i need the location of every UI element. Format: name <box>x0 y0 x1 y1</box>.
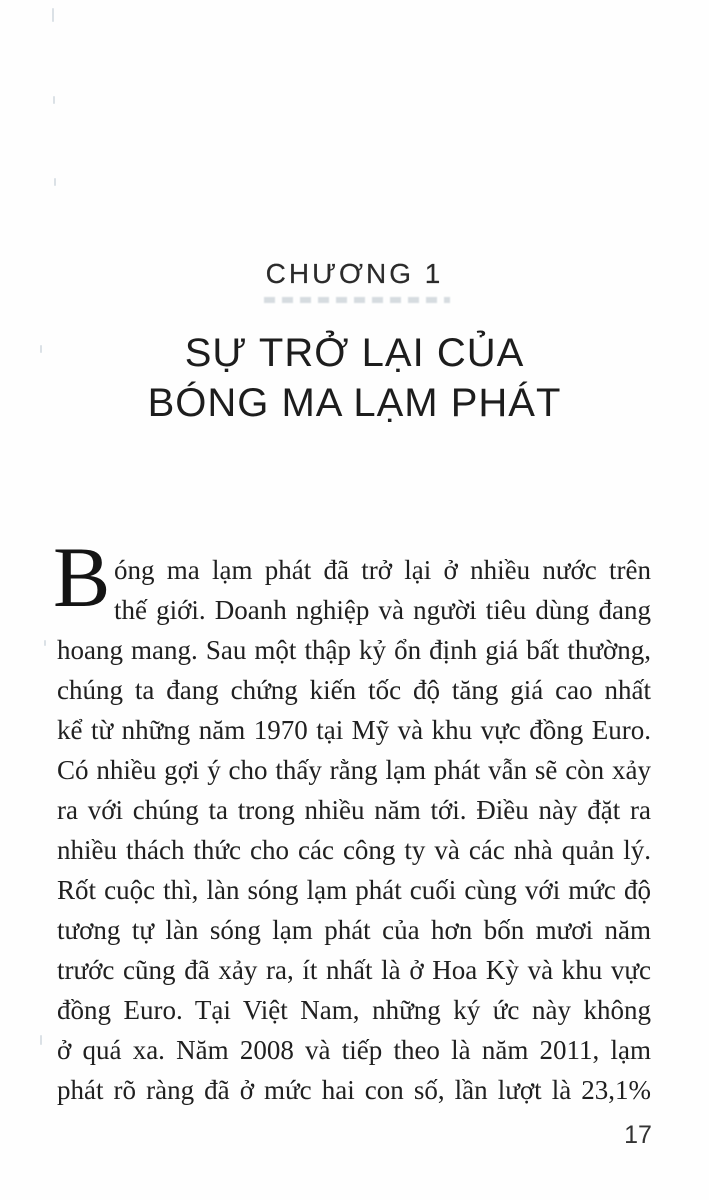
body-line: Rốt cuộc thì, làn sóng lạm phát cuối cùng với mức độ <box>57 875 651 905</box>
body-line: chúng ta đang chứng kiến tốc độ tăng giá cao nhất <box>57 675 651 705</box>
body-line: óng ma lạm phát đã trở lại ở nhiều nước trên <box>114 555 651 585</box>
chapter-title-line-1: SỰ TRỞ LẠI CỦA <box>184 331 525 375</box>
body-line: Có nhiều gợi ý cho thấy rằng lạm phát vẫn sẽ còn xảy <box>57 755 651 785</box>
body-line: tương tự làn sóng lạm phát của hơn bốn mươi năm <box>57 915 651 945</box>
chapter-label: CHƯƠNG 1 <box>265 258 444 289</box>
bleed-through-artifact <box>264 297 450 303</box>
body-line: hoang mang. Sau một thập kỷ ổn định giá bất thường, <box>57 635 651 665</box>
drop-cap: B <box>53 529 111 625</box>
scan-artifact <box>40 345 42 353</box>
scan-artifact <box>52 8 54 22</box>
scan-artifact <box>44 640 46 646</box>
chapter-title <box>0 328 709 428</box>
body-line: ở quá xa. Năm 2008 và tiếp theo là năm 2011, lạm <box>57 1035 651 1065</box>
scan-artifact <box>40 1035 42 1045</box>
page-number: 17 <box>624 1121 652 1149</box>
body-line: ra với chúng ta trong nhiều năm tới. Điều này đặt ra <box>57 795 651 825</box>
chapter-title-line-2: BÓNG MA LẠM PHÁT <box>147 381 562 425</box>
body-line: nhiều thách thức cho các công ty và các nhà quản lý. <box>57 835 651 865</box>
body-line: phát rõ ràng đã ở mức hai con số, lần lượt là 23,1% <box>57 1075 651 1105</box>
scan-artifact <box>53 96 55 104</box>
body-line: kể từ những năm 1970 tại Mỹ và khu vực đồng Euro. <box>57 715 651 745</box>
body-line: trước cũng đã xảy ra, ít nhất là ở Hoa Kỳ và khu vực <box>57 955 651 985</box>
scan-artifact <box>54 178 56 186</box>
body-line: đồng Euro. Tại Việt Nam, những ký ức này không <box>57 995 651 1025</box>
body-line: thế giới. Doanh nghiệp và người tiêu dùng đang <box>114 595 651 625</box>
body-paragraph <box>53 529 651 1110</box>
